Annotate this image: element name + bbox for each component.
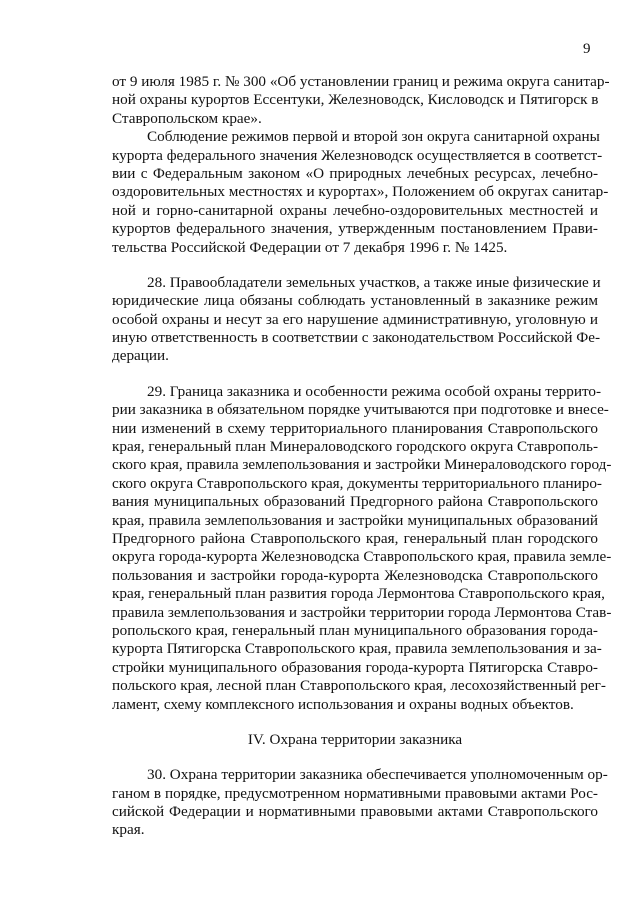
text-line: края, генеральный план развития города Лермонтова Ставропольского края, — [112, 585, 605, 603]
paragraph-30 — [112, 766, 608, 840]
paragraph-sanitary-regime — [112, 128, 609, 257]
text-line: края, правила землепользования и застройки муниципальных образований — [112, 511, 598, 529]
text-line: правила землепользования и застройки территории города Лермонтова Став- — [112, 603, 612, 621]
text-line: стройки муниципального образования города-курорта Пятигорска Ставро- — [112, 658, 598, 676]
text-line: дерации. — [112, 347, 169, 365]
text-line: края, генеральный план Минераловодского городского округа Ставрополь- — [112, 438, 598, 456]
text-line: курорта Пятигорска Ставропольского края, правила землепользования и за- — [112, 640, 602, 658]
text-line: Соблюдение режимов первой и второй зон округа санитарной охраны — [147, 128, 600, 146]
text-line: курорта федерального значения Железноводск осуществляется в соответст- — [112, 146, 603, 164]
document-body — [112, 73, 612, 840]
text-line: 30. Охрана территории заказника обеспечивается уполномоченным ор- — [147, 766, 608, 784]
text-line: пользования и застройки города-курорта Железноводска Ставропольского — [112, 566, 598, 584]
text-line: Ставропольском крае». — [112, 109, 262, 127]
text-line: особой охраны и несут за его нарушение административную, уголовную и — [112, 310, 598, 328]
text-line: вии с Федеральным законом «О природных лечебных ресурсах, лечебно- — [112, 164, 598, 182]
page-number: 9 — [583, 41, 591, 57]
text-line: оздоровительных местностях и курортах», Положением об округах санитар- — [112, 183, 609, 201]
section-heading: IV. Охрана территории заказника — [247, 730, 463, 748]
text-line: ского округа Ставропольского края, документы территориального планиро- — [112, 474, 602, 492]
text-line: Предгорного района Ставропольского края, генеральный план городского — [112, 529, 598, 547]
text-line: ной охраны курортов Ессентуки, Железноводск, Кисловодск и Пятигорск в — [112, 91, 599, 109]
text-line: от 9 июля 1985 г. № 300 «Об установлении границ и режима округа санитар- — [112, 73, 610, 90]
text-line: юридические лица обязаны соблюдать установленный в заказнике режим — [112, 292, 598, 310]
text-line: рии заказника в обязательном порядке учитываются при подготовке и внесе- — [112, 401, 609, 419]
text-line: польского края, лесной план Ставропольского края, лесохозяйственный рег- — [112, 677, 606, 695]
text-line: ламент, схему комплексного использования и охраны водных объектов. — [112, 695, 574, 713]
text-line: ганом в порядке, предусмотренном нормативными правовыми актами Рос- — [112, 784, 598, 802]
text-line: тельства Российской Федерации от 7 декабря 1996 г. № 1425. — [112, 238, 508, 256]
text-line: края. — [112, 821, 145, 839]
text-line: округа города-курорта Железноводска Ставропольского края, правила земле- — [112, 548, 612, 566]
text-line: 28. Правообладатели земельных участков, а также иные физические и — [147, 273, 601, 291]
text-line: нии изменений в схему территориального планирования Ставропольского — [112, 419, 598, 437]
paragraph-continuation — [112, 73, 610, 128]
text-line: 29. Граница заказника и особенности режима особой охраны террито- — [147, 382, 602, 400]
text-line: ропольского края, генеральный план муниципального образования города- — [112, 621, 598, 639]
text-line: сийской Федерации и нормативными правовыми актами Ставропольского — [112, 803, 598, 821]
paragraph-28 — [112, 273, 601, 366]
paragraph-29 — [112, 382, 612, 714]
text-line: ского края, правила землепользования и застройки Минераловодского город- — [112, 456, 612, 474]
text-line: иную ответственность в соответствии с законодательством Российской Фе- — [112, 329, 601, 347]
text-line: вания муниципальных образований Предгорного района Ставропольского — [112, 493, 598, 511]
text-line: ной и горно-санитарной охраны лечебно-оздоровительных местностей и — [112, 201, 598, 219]
text-line: курортов федерального значения, утвержденным постановлением Прави- — [112, 220, 598, 238]
